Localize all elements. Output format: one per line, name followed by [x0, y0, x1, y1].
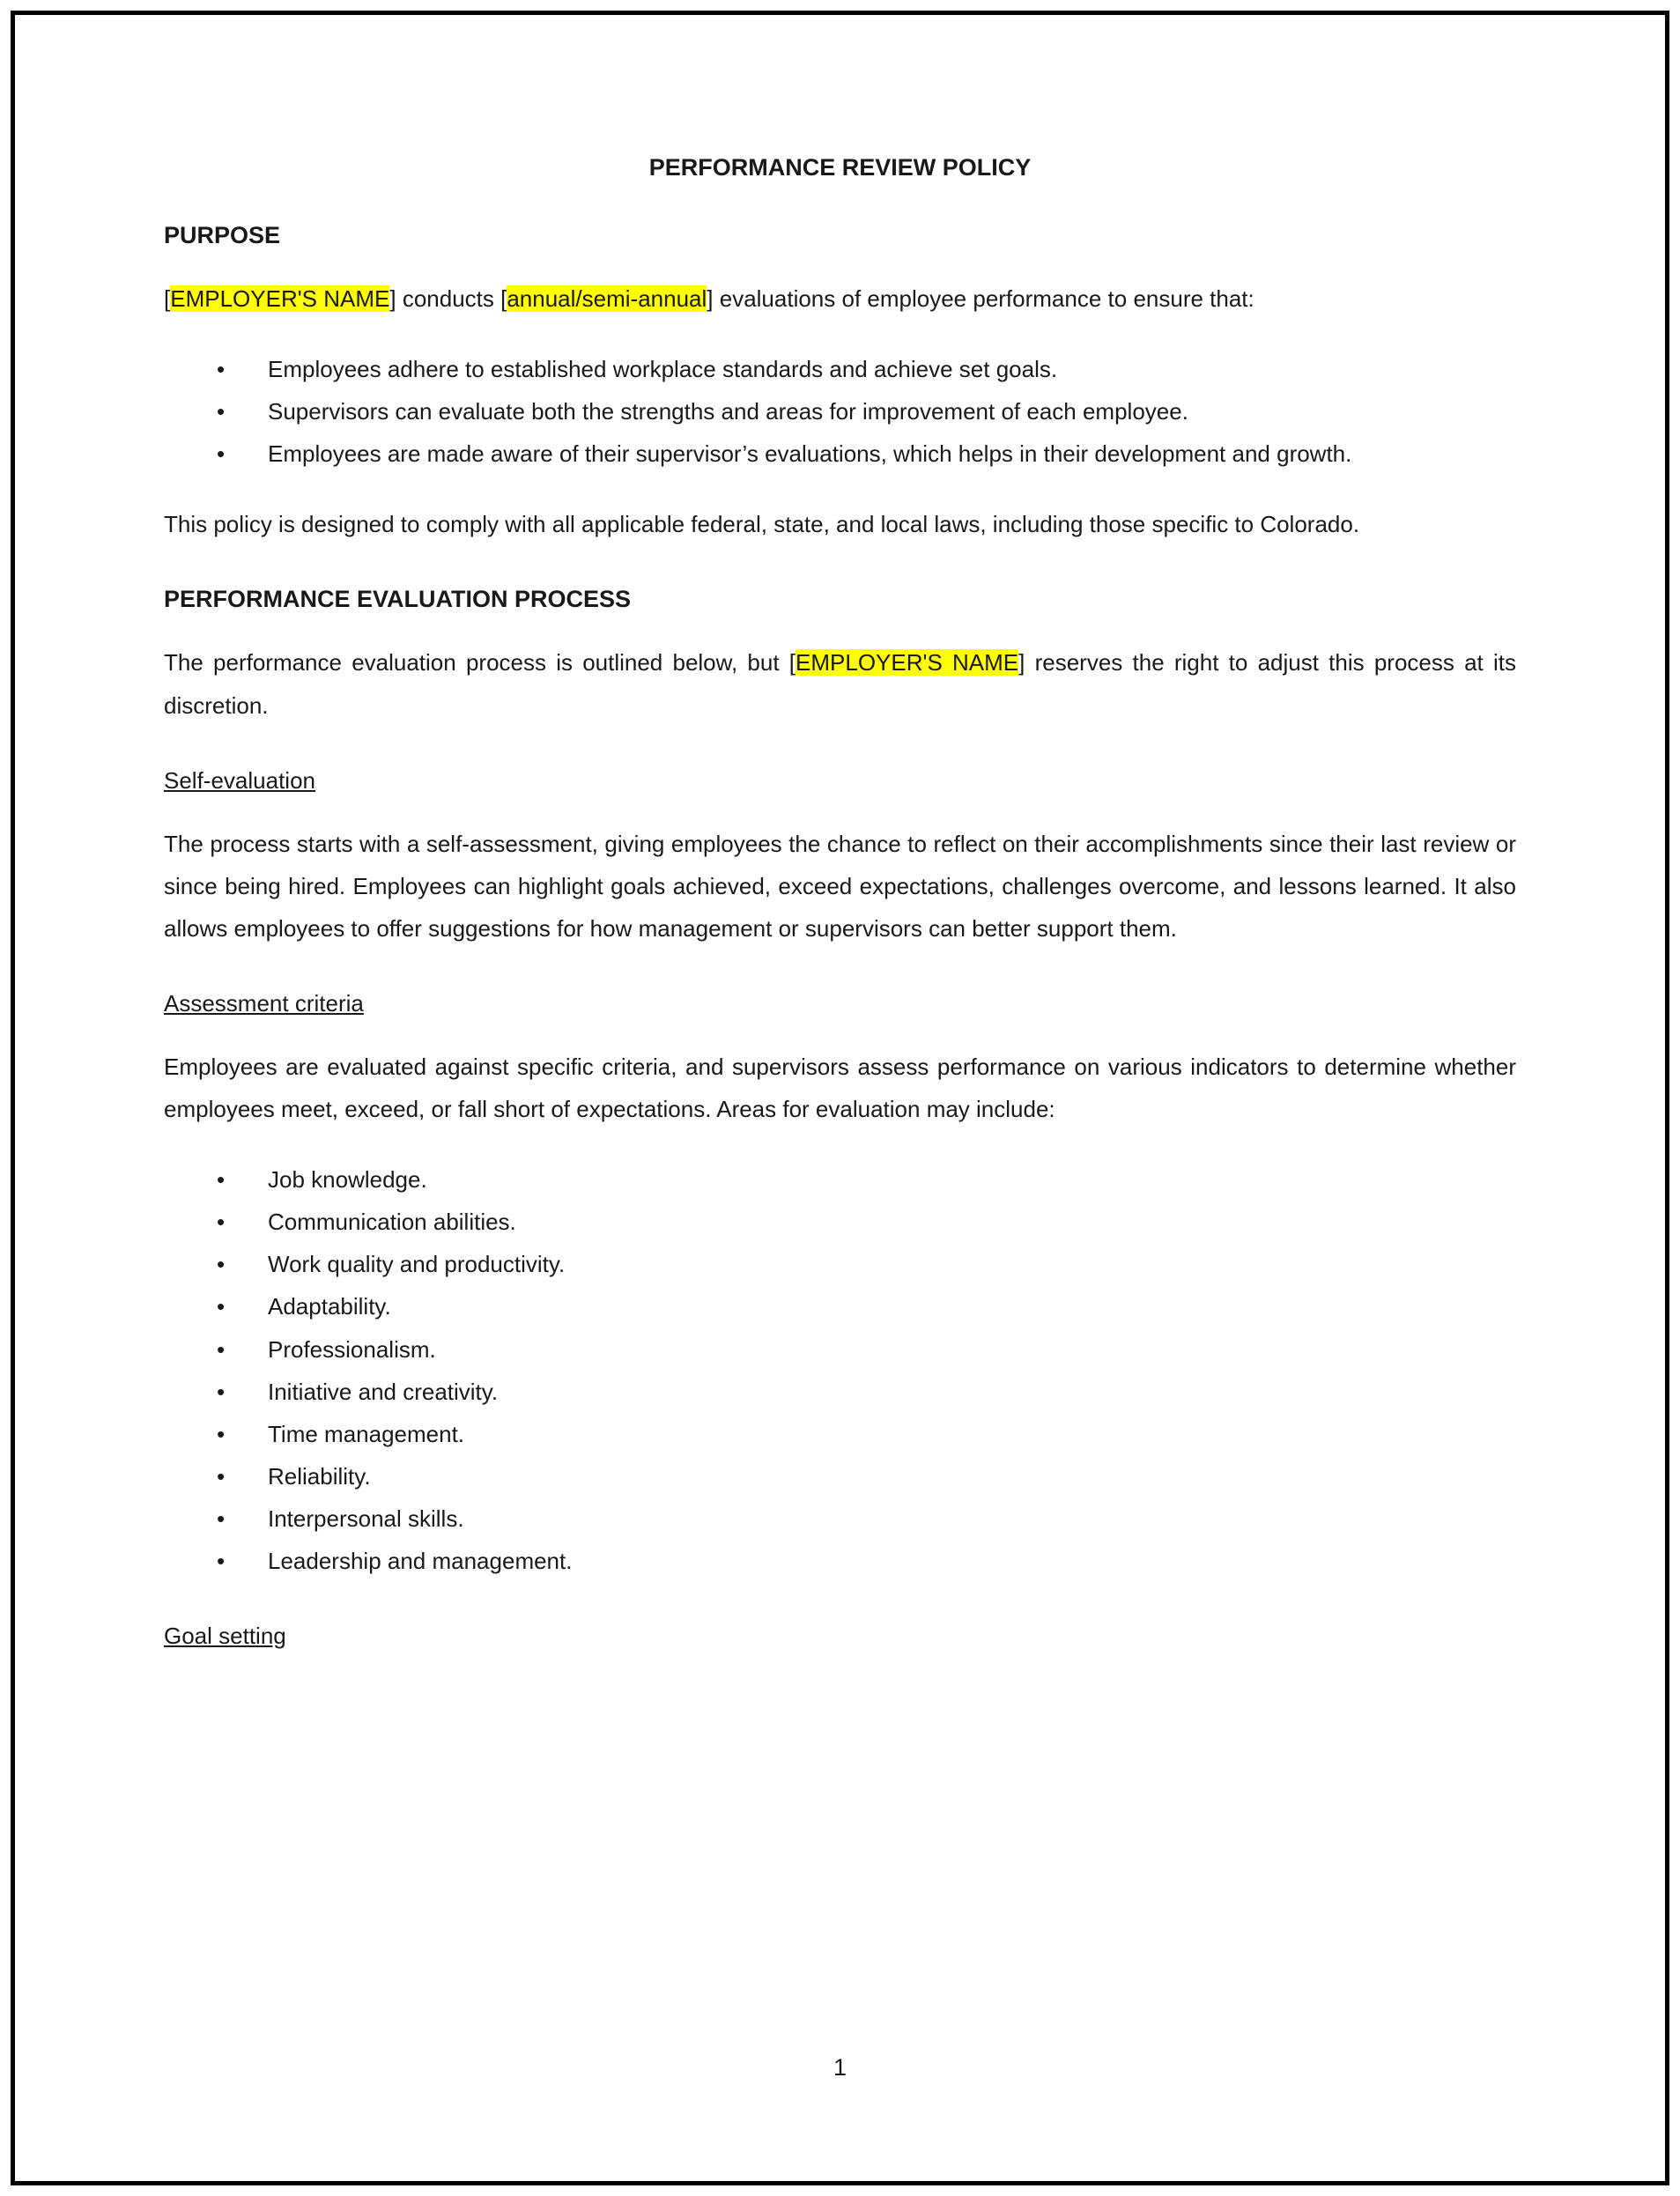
- paragraph-text: The performance evaluation process is outlined below, but [: [164, 649, 796, 677]
- purpose-bullet-list: [164, 348, 1516, 475]
- list-item: • Leadership and management.: [164, 1540, 1516, 1582]
- section-heading-purpose: PURPOSE: [164, 222, 281, 248]
- page-number: 1: [833, 2054, 847, 2081]
- document-title: PERFORMANCE REVIEW POLICY: [648, 154, 1032, 181]
- paragraph-text: ] reserves the right to adjust this process at its discretion.: [164, 649, 1516, 719]
- subheading-assessment-criteria: Assessment criteria: [164, 989, 364, 1017]
- paragraph-text: ] evaluations of employee performance to ensure that:: [707, 285, 1254, 312]
- section-heading-evaluation-process: PERFORMANCE EVALUATION PROCESS: [164, 586, 632, 613]
- list-item: • Professionalism.: [164, 1328, 1516, 1371]
- highlight-placeholder-employer-name: EMPLOYER'S NAME: [796, 649, 1019, 677]
- subheading-self-evaluation: Self-evaluation: [164, 766, 315, 794]
- highlight-placeholder-frequency: annual/semi-annual: [507, 285, 707, 312]
- list-item: • Adaptability.: [164, 1285, 1516, 1327]
- list-item: • Time management.: [164, 1413, 1516, 1455]
- paragraph-text: [: [164, 285, 171, 312]
- list-item: • Initiative and creativity.: [164, 1371, 1516, 1413]
- list-item: • Employees are made aware of their supervisor’s evaluations, which helps in their development and growth.: [164, 433, 1516, 475]
- highlight-placeholder-employer-name: EMPLOYER'S NAME: [170, 285, 390, 312]
- assessment-criteria-bullet-list: [164, 1158, 1516, 1582]
- document-content: [164, 154, 1516, 1678]
- purpose-intro-paragraph: [164, 277, 1516, 320]
- subheading-goal-setting: Goal setting: [164, 1623, 286, 1650]
- process-intro-paragraph: [164, 641, 1516, 726]
- list-item: • Work quality and productivity.: [164, 1243, 1516, 1285]
- self-evaluation-paragraph: The process starts with a self-assessment, giving employees the chance to reflect on their accomplishments since their last review or since being hired. Employees can highlight goals achieved, exceed expectations, challenges overcome, and lessons learned. It also allows employees to offer suggestions for how management or supervisors can better support them.: [164, 830, 1516, 942]
- list-item: • Employees adhere to established workplace standards and achieve set goals.: [164, 348, 1516, 390]
- list-item: • Reliability.: [164, 1455, 1516, 1497]
- list-item: • Supervisors can evaluate both the strengths and areas for improvement of each employee.: [164, 390, 1516, 433]
- paragraph-text: ] conducts [: [389, 285, 507, 312]
- list-item: • Interpersonal skills.: [164, 1497, 1516, 1540]
- compliance-paragraph: This policy is designed to comply with all applicable federal, state, and local laws, including those specific to Colorado.: [164, 511, 1360, 538]
- list-item: • Communication abilities.: [164, 1201, 1516, 1243]
- assessment-criteria-paragraph: Employees are evaluated against specific criteria, and supervisors assess performance on various indicators to determine whether employees meet, exceed, or fall short of expectations. Areas for evaluation may include:: [164, 1053, 1516, 1123]
- list-item: • Job knowledge.: [164, 1158, 1516, 1201]
